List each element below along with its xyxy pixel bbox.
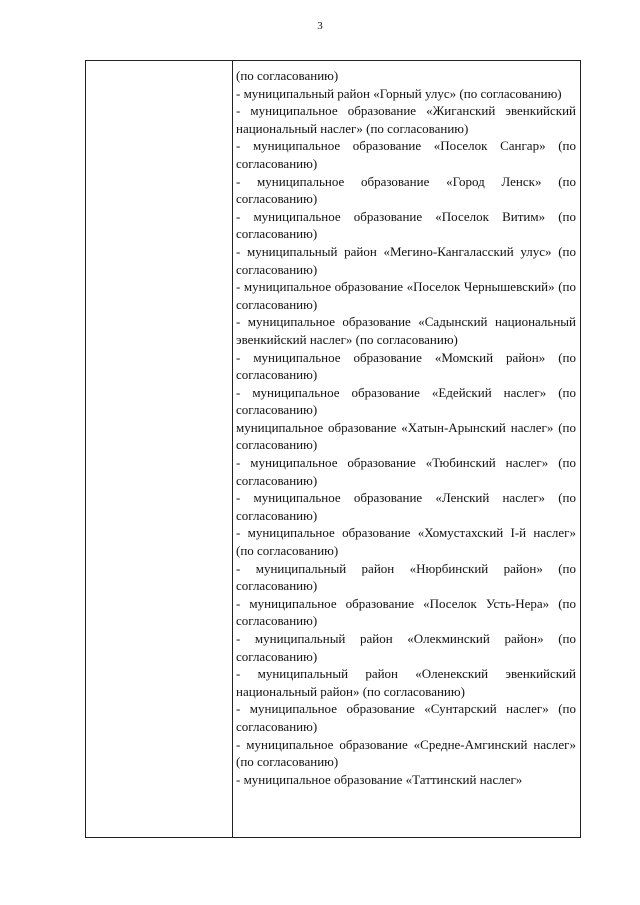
table-right-column (236, 67, 576, 788)
list-item: - муниципальное образование «Хомустахский I-й наслег» (по согласованию) (236, 525, 576, 559)
list-item: - муниципальное образование «Поселок Чернышевский» (по согласованию) (236, 279, 576, 312)
list-item: - муниципальное образование «Тюбинский наслег» (по согласованию) (236, 455, 576, 488)
list-item: - муниципальное образование «Поселок Усть-Нера» (по согласованию) (236, 595, 576, 629)
list-item: - муниципальное образование «Едейский наслег» (по согласованию) (236, 384, 576, 418)
list-item: - муниципальный район «Нюрбинский район» (по согласованию) (236, 560, 576, 594)
list-item: - муниципальное образование «Средне-Амгинский наслег» (по согласованию) (236, 736, 576, 770)
list-item: (по согласованию) (236, 68, 339, 83)
list-item: - муниципальное образование «Поселок Сангар» (по согласованию) (236, 138, 576, 171)
list-item: - муниципальное образование «Ленский наслег» (по согласованию) (236, 490, 576, 523)
list-item: - муниципальное образование «Таттинский наслег» (236, 771, 523, 787)
list-item: - муниципальное образование «Сунтарский наслег» (по согласованию) (236, 701, 576, 734)
list-item: - муниципальный район «Олекминский район» (по согласованию) (236, 631, 576, 664)
list-item: - муниципальное образование «Момский район» (по согласованию) (236, 349, 576, 383)
page-number: 3 (317, 20, 323, 32)
list-item: - муниципальный район «Оленекский эвенкийский национальный район» (по согласованию) (236, 666, 576, 699)
table-left-column (86, 61, 232, 837)
column-divider (232, 61, 233, 837)
list-item: - муниципальное образование «Город Ленск» (по согласованию) (236, 173, 576, 207)
list-item: - муниципальное образование «Садынский национальный эвенкийский наслег» (по согласованию) (236, 314, 576, 347)
list-item: - муниципальное образование «Поселок Витим» (по согласованию) (236, 208, 576, 242)
list-item: - муниципальное образование «Жиганский эвенкийский национальный наслег» (по согласованию) (236, 103, 576, 136)
list-item: - муниципальный район «Мегино-Кангаласский улус» (по согласованию) (236, 243, 576, 277)
document-table (85, 60, 581, 838)
list-item: муниципальное образование «Хатын-Арынский наслег» (по согласованию) (236, 419, 576, 453)
list-item: - муниципальный район «Горный улус» (по согласованию) (236, 85, 562, 101)
